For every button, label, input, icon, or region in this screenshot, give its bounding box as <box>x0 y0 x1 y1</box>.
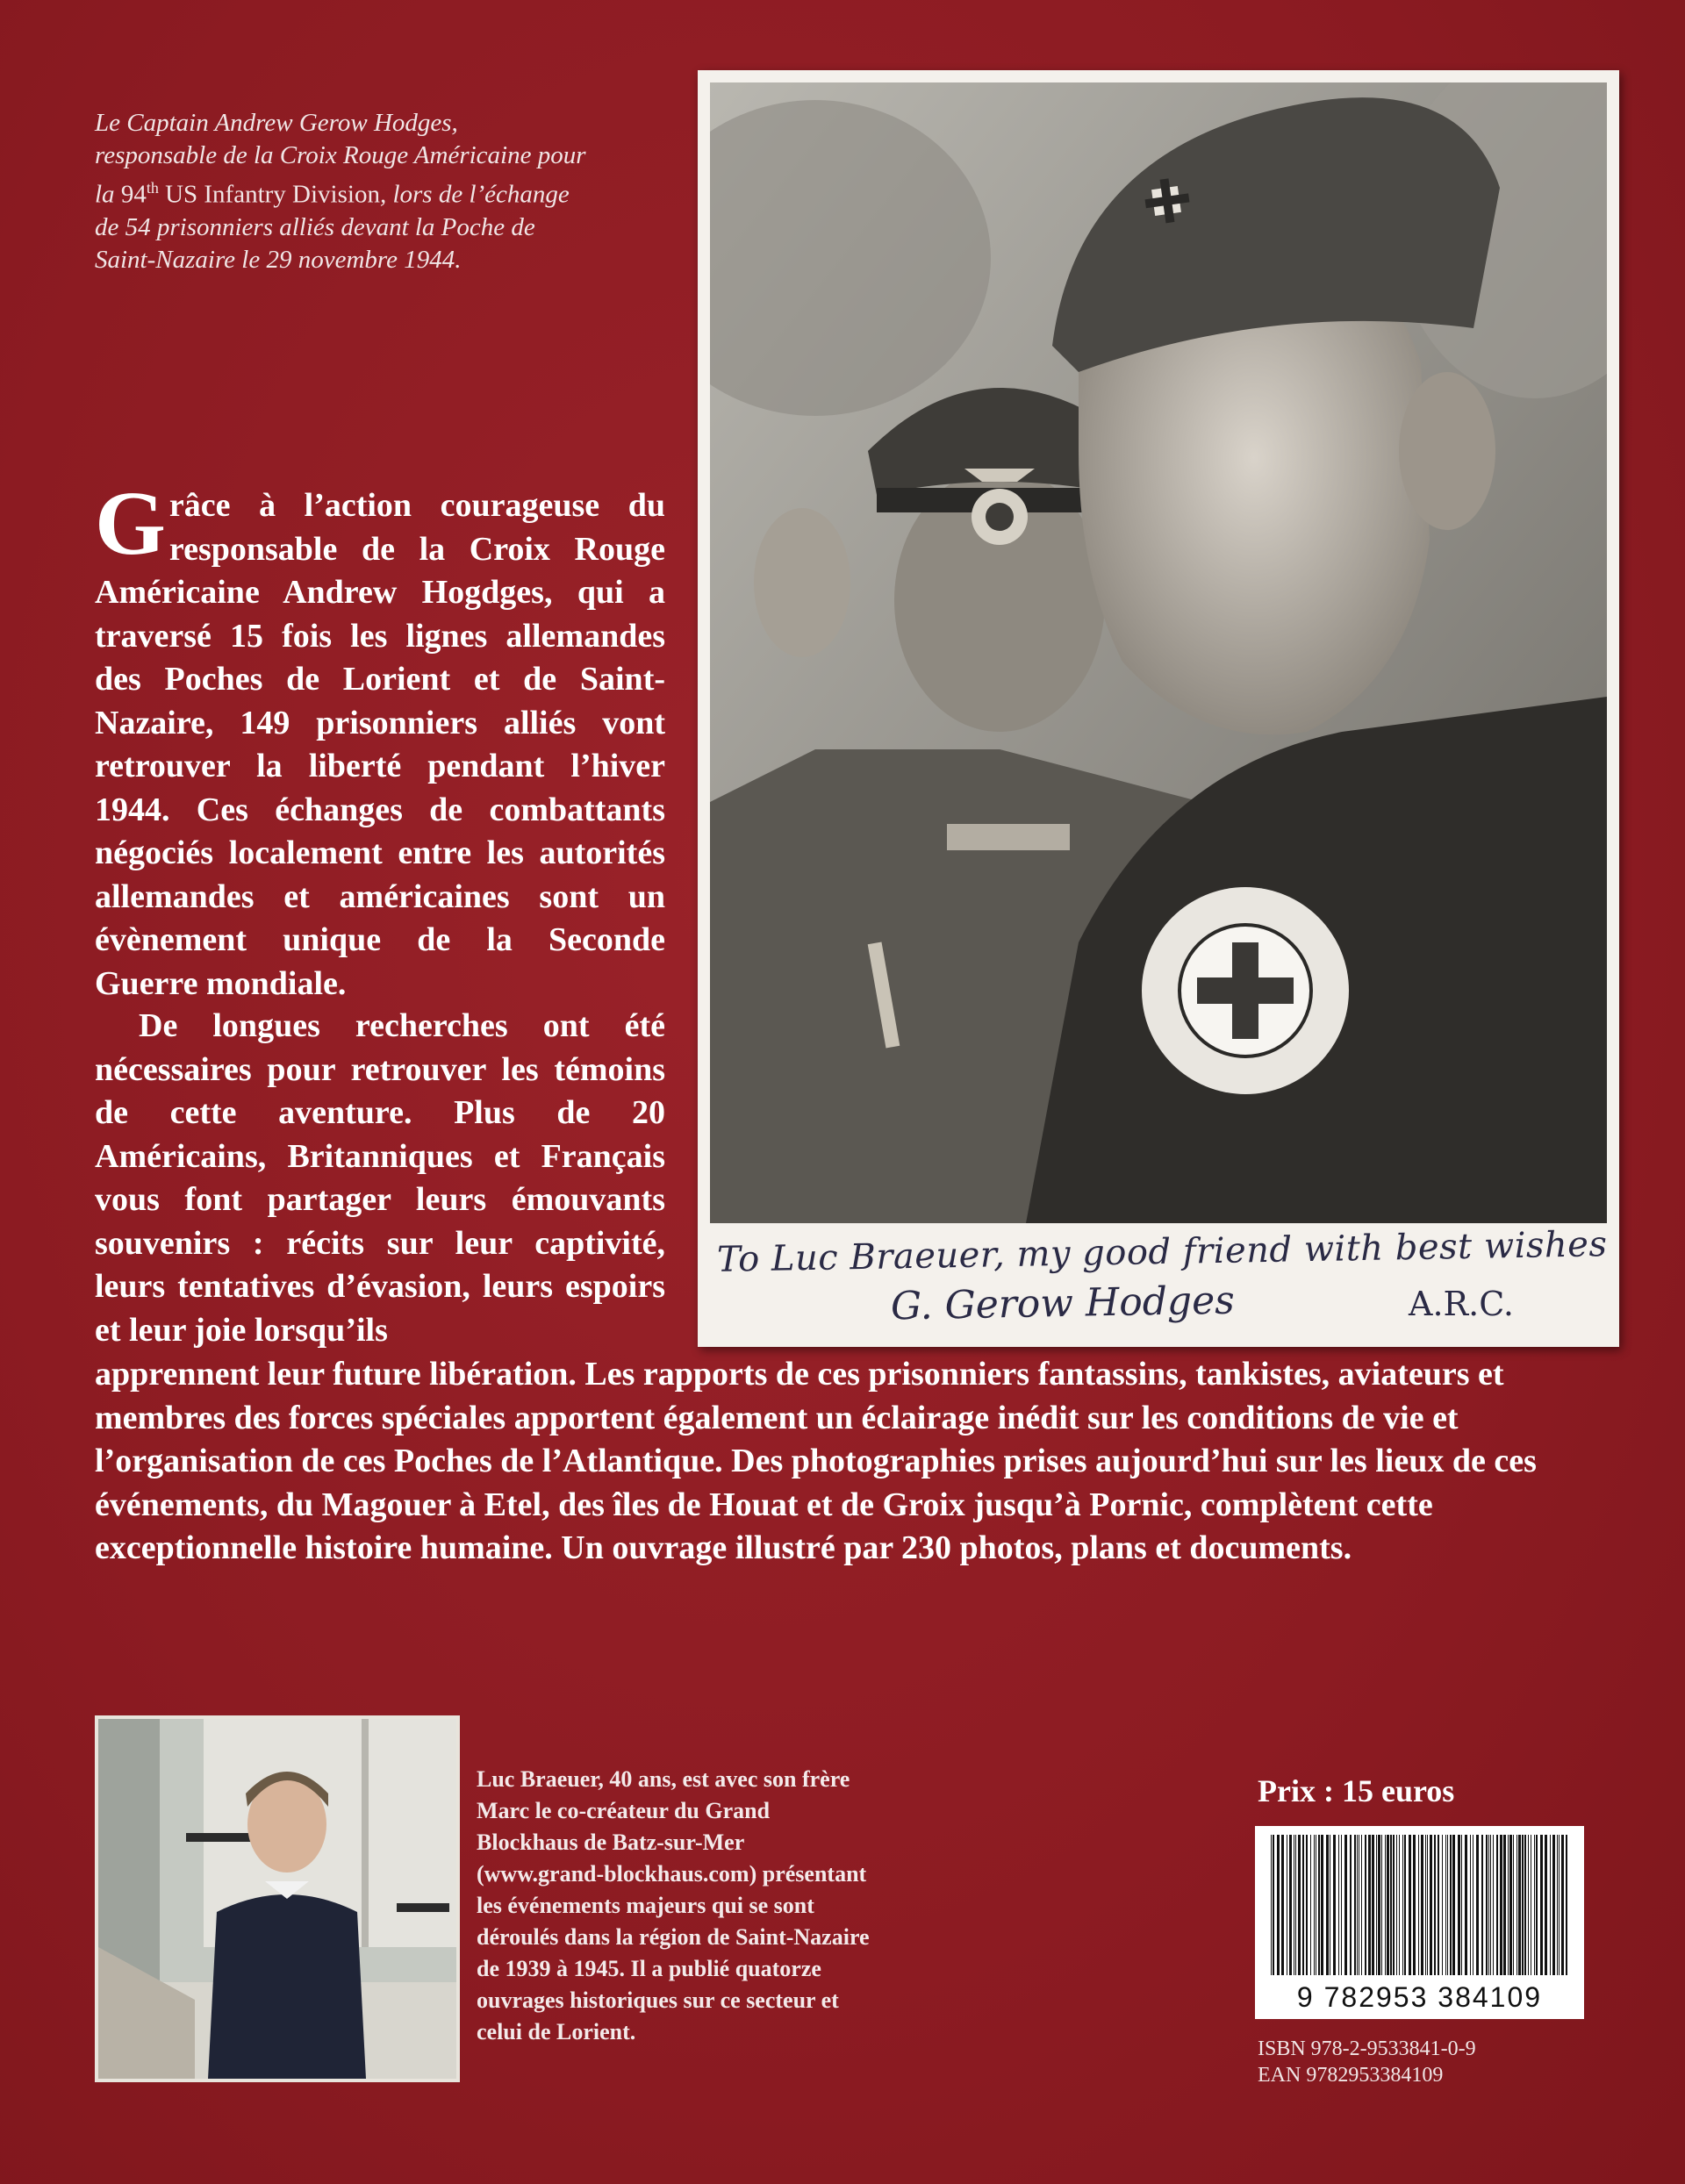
barcode-bar <box>1447 1835 1448 1975</box>
isbn-block <box>1258 2036 1476 2088</box>
caption-name: Andrew Gerow Hodges <box>214 109 452 137</box>
barcode-bar <box>1396 1835 1397 1975</box>
barcode-bar <box>1390 1835 1392 1975</box>
barcode-bar <box>1566 1835 1567 1975</box>
body-paragraph-3: apprennent leur future libération. Les rapports de ces prisonniers fantassins, tankistes, aviateurs et membres des forces spéciales apportent également un éclairage inédit sur les conditions de vie et l’organisation de ces Poches de l’Atlantique. Des photographies prises aujourd’hui sur les lieux de ces événements, du Magouer à Etel, des îles de Houat et de Groix jusqu’à Pornic, complètent cette exceptionnelle histoire humaine. Un ouvrage illustré par 230 photos, plans et documents. <box>95 1356 1537 1566</box>
barcode-bar <box>1445 1835 1446 1975</box>
barcode-bar <box>1361 1835 1362 1975</box>
barcode <box>1255 1826 1584 2019</box>
ean-number: EAN 9782953384109 <box>1258 2064 1444 2087</box>
barcode-bar <box>1438 1835 1439 1975</box>
barcode-bar <box>1481 1835 1483 1975</box>
barcode-bar <box>1516 1835 1517 1975</box>
barcode-bar <box>1528 1835 1529 1975</box>
barcode-bar <box>1508 1835 1509 1975</box>
dedication-signature: G. Gerow Hodges <box>890 1278 1236 1329</box>
barcode-bar <box>1344 1835 1347 1975</box>
barcode-bar <box>1522 1835 1524 1975</box>
price-label: Prix : 15 euros <box>1258 1773 1455 1808</box>
author-sweater <box>208 1894 366 2079</box>
barcode-bar <box>1271 1835 1272 1975</box>
barcode-bar <box>1561 1835 1564 1975</box>
caption-division-number: 94 <box>120 180 147 209</box>
barcode-bar <box>1452 1835 1455 1975</box>
barcode-bar <box>1387 1835 1389 1975</box>
barcode-bar <box>1365 1835 1366 1975</box>
author-photo-illustration <box>98 1719 456 2079</box>
barcode-bar <box>1493 1835 1494 1975</box>
barcode-bar <box>1376 1835 1377 1975</box>
barcode-bar <box>1550 1835 1551 1975</box>
photo-caption: Le Captain Andrew Gerow Hodges, responsable de la Croix Rouge Américaine pour la 94th US Infantry Division, lors de l’échange de 54 prisonniers alliés devant la Poche de Saint-Nazaire le 29 novembre 1944. <box>95 109 586 274</box>
barcode-bar <box>1357 1835 1358 1975</box>
barcode-bar <box>1378 1835 1380 1975</box>
barcode-bar <box>1421 1835 1423 1975</box>
barcode-bar <box>1372 1835 1374 1975</box>
author-photo <box>95 1715 460 2082</box>
body-paragraph-1-text: râce à l’action courageuse du responsable de la Croix Rouge Américaine Andrew Hogdges, qui a traversé 15 fois les lignes allemandes des Poches de Lorient et de Saint-Nazaire, 149 prisonniers alliés vont retrouver la liberté pendant l’hiver 1944. Ces échanges de combattants négociés localement entre les autorités allemandes et américaines sont un évènement unique de la Seconde Guerre mondiale. <box>95 487 665 1002</box>
barcode-bar <box>1295 1835 1296 1975</box>
author-bio: Luc Braeuer, 40 ans, est avec son frère Marc le co-créateur du Grand Blockhaus de Batz-sur-Mer (www.grand-blockhaus.com) présentant les événements majeurs qui se sont déroulés dans la région de Saint-Nazaire de 1939 à 1945. Il a publié quatorze ouvrages historiques sur ce secteur et celui de Lorient. <box>477 1766 870 2044</box>
barcode-bar <box>1306 1835 1308 1975</box>
barcode-bar <box>1425 1835 1426 1975</box>
main-photo-frame <box>698 70 1619 1347</box>
dedication-suffix: A.R.C. <box>1409 1285 1515 1323</box>
barcode-bar <box>1298 1835 1301 1975</box>
barcode-bar <box>1518 1835 1521 1975</box>
barcode-bar <box>1393 1835 1395 1975</box>
barcode-bar <box>1434 1835 1436 1975</box>
barcode-bar <box>1326 1835 1329 1975</box>
barcode-bar <box>1534 1835 1535 1975</box>
barcode-bar <box>1381 1835 1382 1975</box>
barcode-bar <box>1536 1835 1538 1975</box>
barcode-bar <box>1399 1835 1400 1975</box>
barcode-bar <box>1341 1835 1342 1975</box>
body-paragraph-1 <box>95 473 665 1006</box>
barcode-bar <box>1409 1835 1411 1975</box>
caption-role: responsable de la Croix Rouge Américaine pour la <box>95 141 586 209</box>
barcode-bar <box>1418 1835 1419 1975</box>
barcode-bar <box>1333 1835 1336 1975</box>
barcode-bar <box>1557 1835 1558 1975</box>
barcode-bar <box>1524 1835 1526 1975</box>
barcode-bar <box>1430 1835 1432 1975</box>
barcode-bar <box>1458 1835 1460 1975</box>
barcode-bar <box>1540 1835 1543 1975</box>
barcode-bar <box>1318 1835 1320 1975</box>
barcode-bar <box>1277 1835 1280 1975</box>
barcode-bar <box>1413 1835 1416 1975</box>
handwritten-dedication <box>698 1224 1619 1345</box>
barcode-bar <box>1273 1835 1274 1975</box>
barcode-bar <box>1368 1835 1371 1975</box>
barcode-bar <box>1338 1835 1339 1975</box>
barcode-bar <box>1513 1835 1514 1975</box>
barcode-bar <box>1500 1835 1502 1975</box>
caption-division-suffix: th <box>146 179 159 197</box>
barcode-bar <box>1552 1835 1555 1975</box>
barcode-bar <box>1310 1835 1311 1975</box>
barcode-bar <box>1461 1835 1462 1975</box>
barcode-bar <box>1404 1835 1406 1975</box>
main-photograph <box>710 82 1607 1223</box>
barcode-bar <box>1289 1835 1292 1975</box>
dedication-text: To Luc Braeuer, my good friend with best wishes <box>716 1224 1608 1280</box>
barcode-digits: 9 782953 384109 <box>1296 1981 1543 2013</box>
barcode-bar <box>1470 1835 1471 1975</box>
barcode-bar <box>1545 1835 1547 1975</box>
photo-illustration <box>710 82 1607 1223</box>
isbn-number: ISBN 978-2-9533841-0-9 <box>1258 2037 1476 2060</box>
barcode-bar <box>1314 1835 1315 1975</box>
barcode-bar <box>1402 1835 1403 1975</box>
barcode-bar <box>1302 1835 1304 1975</box>
barcode-bar <box>1465 1835 1467 1975</box>
barcode-bars <box>1264 1835 1575 1975</box>
barcode-bar <box>1450 1835 1452 1975</box>
drop-cap: G <box>95 473 166 574</box>
caption-division: US Infantry Division <box>158 180 380 209</box>
caption-details: , lors de l’échange de 54 prisonniers alliés devant la Poche de Saint-Nazaire le 29 novembre 1944. <box>95 180 570 274</box>
barcode-bar <box>1488 1835 1489 1975</box>
barcode-bar <box>1385 1835 1386 1975</box>
body-paragraph-2: De longues recherches ont été nécessaires pour retrouver les témoins de cette aventure. Plus de 20 Américains, Britanniques et Français vous font partager leurs émouvants souvenirs : récits sur leur captivité, leurs tentatives d’évasion, leurs espoirs et leur joie lorsqu’ils <box>95 1007 665 1349</box>
barcode-bar <box>1354 1835 1356 1975</box>
barcode-bar <box>1321 1835 1323 1975</box>
barcode-bar <box>1486 1835 1488 1975</box>
barcode-bar <box>1496 1835 1498 1975</box>
barcode-bar <box>1476 1835 1479 1975</box>
barcode-bar <box>1490 1835 1491 1975</box>
barcode-bar <box>1281 1835 1284 1975</box>
barcode-bar <box>1503 1835 1506 1975</box>
barcode-bar <box>1350 1835 1352 1975</box>
barcode-bar <box>1509 1835 1512 1975</box>
caption-intro: Le Captain <box>95 109 215 137</box>
barcode-bar <box>1559 1835 1560 1975</box>
barcode-bar <box>1427 1835 1428 1975</box>
barcode-bar <box>1442 1835 1443 1975</box>
